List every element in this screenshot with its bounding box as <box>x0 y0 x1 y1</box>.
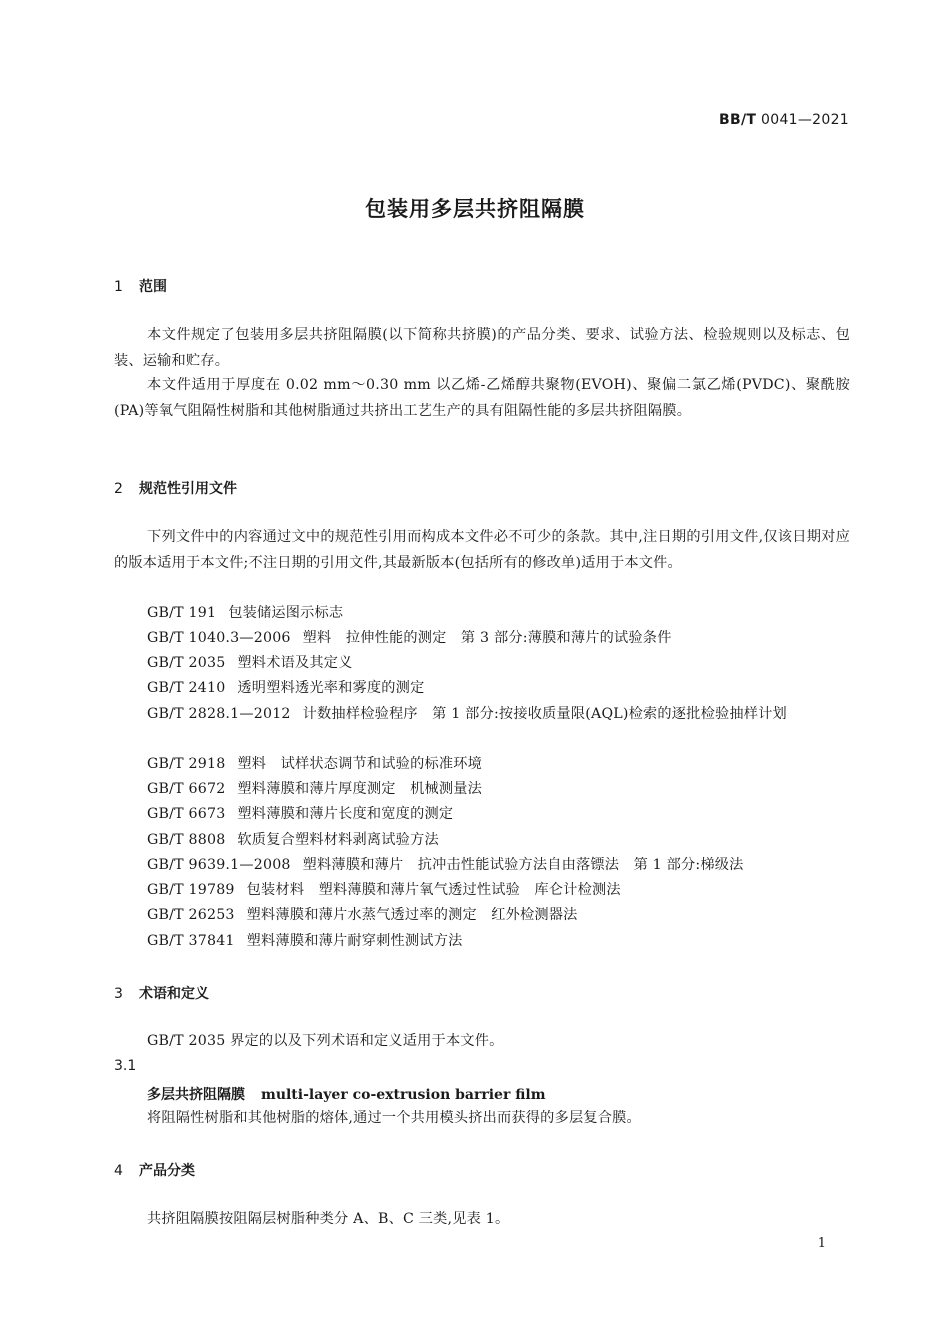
reference-item <box>147 853 744 878</box>
reference-name: 塑料薄膜和薄片耐穿刺性测试方法 <box>246 933 463 949</box>
reference-name: 塑料薄膜和薄片厚度测定 机械测量法 <box>237 781 483 797</box>
reference-item <box>114 702 850 727</box>
reference-code: GB/T 2918 <box>147 756 226 772</box>
section-heading-classification <box>114 1160 195 1180</box>
scope-paragraph-1: 本文件规定了包装用多层共挤阻隔膜(以下简称共挤膜)的产品分类、要求、试验方法、检验规则以及标志、包装、运输和贮存。 <box>114 327 850 369</box>
reference-item <box>147 752 482 777</box>
section-number: 1 <box>114 279 123 295</box>
section-title: 规范性引用文件 <box>139 481 237 497</box>
reference-item <box>147 828 439 853</box>
section-number: 4 <box>114 1163 123 1179</box>
section-heading-scope <box>114 276 167 296</box>
reference-code: GB/T 37841 <box>147 933 235 949</box>
reference-code: GB/T 26253 <box>147 907 235 923</box>
term-number: 3.1 <box>114 1058 137 1074</box>
reference-name: 塑料术语及其定义 <box>237 655 353 671</box>
section-number: 3 <box>114 986 123 1002</box>
page-number: 1 <box>817 1236 826 1251</box>
reference-code: GB/T 2410 <box>147 680 226 696</box>
reference-name: 塑料薄膜和薄片长度和宽度的测定 <box>237 806 454 822</box>
normative-intro: 下列文件中的内容通过文中的规范性引用而构成本文件必不可少的条款。其中,注日期的引用文件,仅该日期对应的版本适用于本文件;不注日期的引用文件,其最新版本(包括所有的修改单)适用于本文件。 <box>114 529 850 571</box>
reference-code: GB/T 19789 <box>147 882 235 898</box>
reference-code: GB/T 2035 <box>147 655 226 671</box>
term-english: multi-layer co-extrusion barrier film <box>261 1087 546 1103</box>
reference-name: 塑料 试样状态调节和试验的标准环境 <box>237 756 483 772</box>
reference-name: 透明塑料透光率和雾度的测定 <box>237 680 425 696</box>
reference-item <box>147 777 482 802</box>
reference-code: GB/T 8808 <box>147 832 226 848</box>
reference-name: 包装材料 塑料薄膜和薄片氧气透过性试验 库仑计检测法 <box>246 882 621 898</box>
reference-item <box>147 903 578 928</box>
reference-code: GB/T 9639.1—2008 <box>147 857 291 873</box>
terms-intro: GB/T 2035 界定的以及下列术语和定义适用于本文件。 <box>147 1033 504 1049</box>
reference-name: 包装储运图示标志 <box>228 605 344 621</box>
reference-item <box>147 802 453 827</box>
section-title: 产品分类 <box>139 1163 195 1179</box>
reference-name: 计数抽样检验程序 第 1 部分:按接收质量限(AQL)检索的逐批检验抽样计划 <box>302 706 787 722</box>
section-title: 术语和定义 <box>139 986 209 1002</box>
term-chinese: 多层共挤阻隔膜 <box>147 1087 245 1103</box>
term-definition: 将阻隔性树脂和其他树脂的熔体,通过一个共用模头挤出而获得的多层复合膜。 <box>147 1110 641 1126</box>
reference-code: GB/T 191 <box>147 605 217 621</box>
standard-code <box>719 112 849 128</box>
standard-prefix: BB/T <box>719 112 757 128</box>
classification-paragraph: 共挤阻隔膜按阻隔层树脂种类分 A、B、C 三类,见表 1。 <box>147 1211 510 1227</box>
reference-name: 塑料薄膜和薄片水蒸气透过率的测定 红外检测器法 <box>246 907 578 923</box>
reference-name: 塑料 拉伸性能的测定 第 3 部分:薄膜和薄片的试验条件 <box>302 630 672 646</box>
section-number: 2 <box>114 481 123 497</box>
reference-item <box>147 601 343 626</box>
scope-paragraph-2: 本文件适用于厚度在 0.02 mm～0.30 mm 以乙烯-乙烯醇共聚物(EVOH)、聚偏二氯乙烯(PVDC)、聚酰胺(PA)等氧气阻隔性树脂和其他树脂通过共挤出工艺生产的具有阻隔性能的多层共挤阻隔膜。 <box>114 377 850 419</box>
reference-name: 软质复合塑料材料剥离试验方法 <box>237 832 439 848</box>
reference-item <box>147 929 462 954</box>
reference-code: GB/T 2828.1—2012 <box>147 706 291 722</box>
section-heading-normative <box>114 478 237 498</box>
reference-item <box>147 676 424 701</box>
term-entry <box>147 1084 546 1104</box>
reference-code: GB/T 1040.3—2006 <box>147 630 291 646</box>
standard-number: 0041—2021 <box>761 112 849 128</box>
reference-code: GB/T 6673 <box>147 806 226 822</box>
section-heading-terms <box>114 983 209 1003</box>
document-title: 包装用多层共挤阻隔膜 <box>365 197 585 221</box>
section-title: 范围 <box>139 279 167 295</box>
reference-item <box>147 651 353 676</box>
reference-name: 塑料薄膜和薄片 抗冲击性能试验方法自由落镖法 第 1 部分:梯级法 <box>302 857 744 873</box>
reference-item <box>147 626 672 651</box>
reference-item <box>147 878 621 903</box>
reference-code: GB/T 6672 <box>147 781 226 797</box>
